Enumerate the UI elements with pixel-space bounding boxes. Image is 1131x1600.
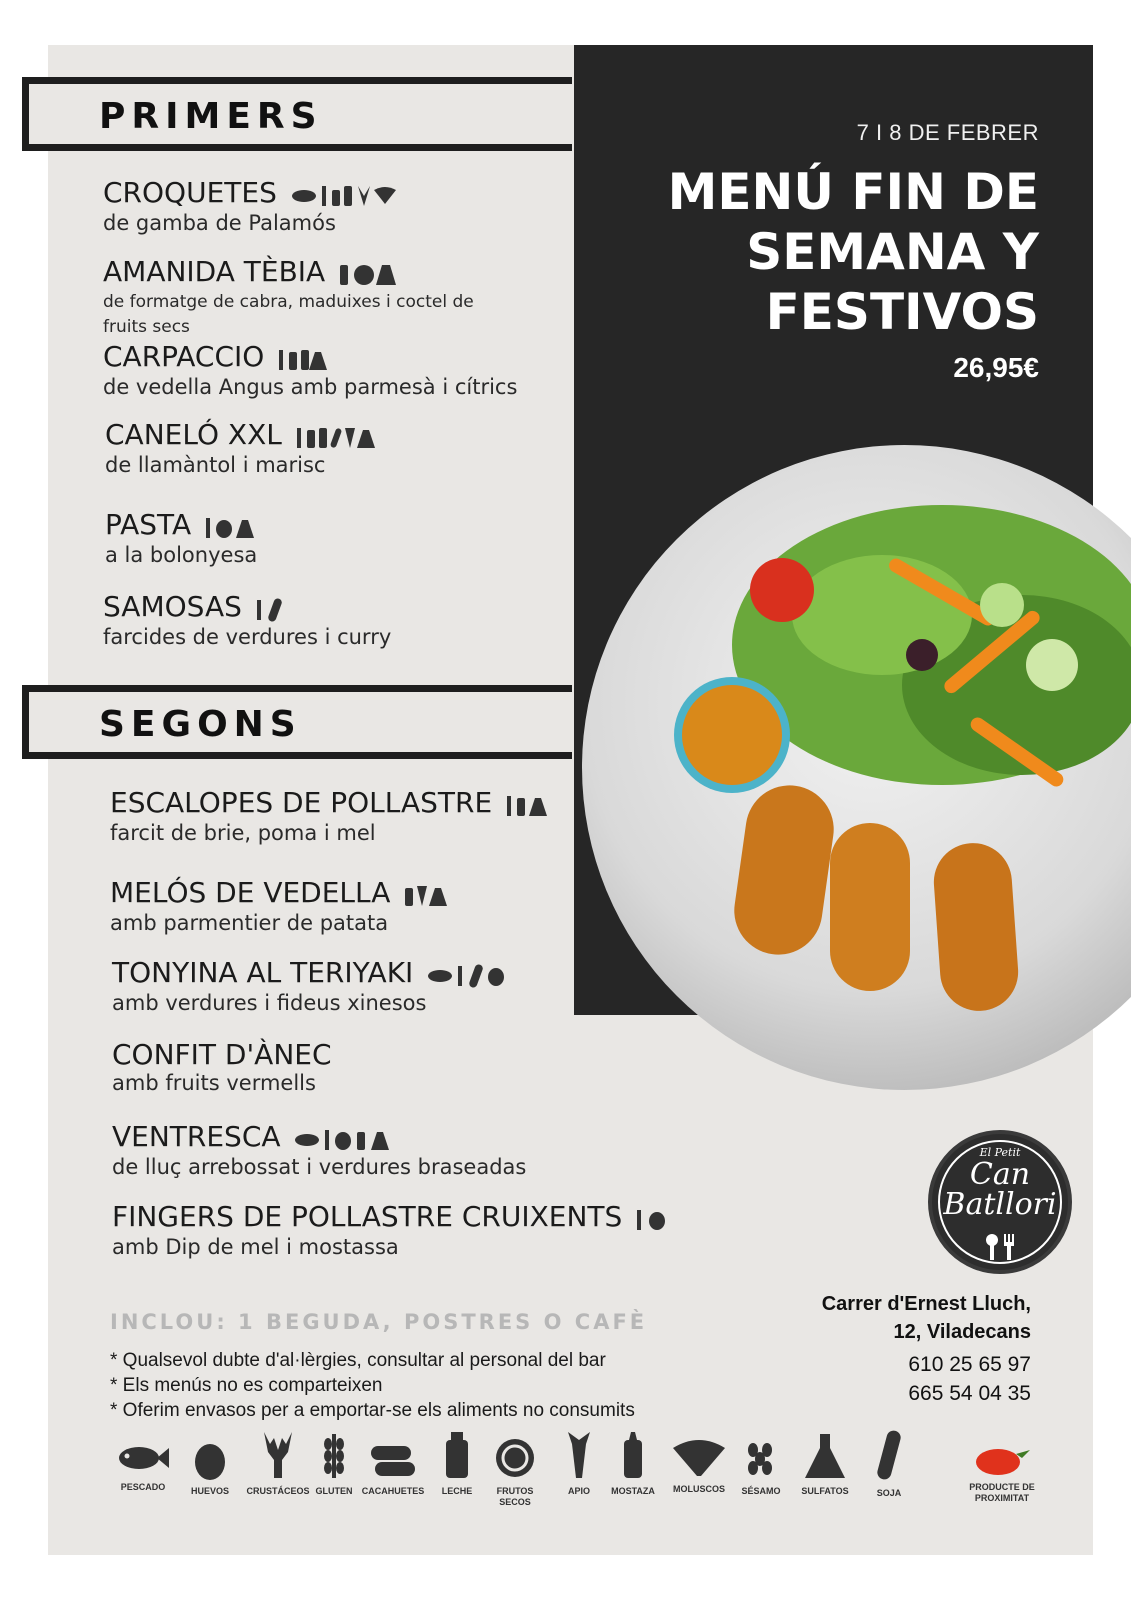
allergen-proximitat: PRODUCTE DE PROXIMITAT [952,1442,1052,1504]
allergen-apio: APIO [544,1430,614,1497]
menu-title: MENÚ FIN DE SEMANA Y FESTIVOS [667,163,1039,341]
celery-icon [564,1430,594,1480]
menu-item: ESCALOPES DE POLLASTRE farcit de brie, poma i mel [110,786,557,846]
allergen-frutos-secos: FRUTOS SECOS [480,1436,550,1508]
allergen-huevos: HUEVOS [175,1440,245,1497]
croquettes-salad-illustration [582,445,1131,1090]
allergen-icons [204,510,256,543]
allergen-icons [338,257,398,290]
segons-header: SEGONS [22,685,572,759]
sulfite-icon [803,1432,847,1480]
allergen-sesamo: SÉSAMO [726,1440,796,1497]
soy-icon [874,1428,904,1482]
notes-list: * Qualsevol dubte d'al·lèrgies, consultar al personal del bar * Els menús no es comparteixen * Oferim envasos per a emportar-se els aliments no consumits [110,1350,635,1421]
allergen-mostaza: MOSTAZA [598,1430,668,1497]
allergen-icons [635,1202,671,1235]
peanut-icon [367,1440,419,1480]
allergen-icons [505,788,557,821]
shell-icon [671,1438,727,1478]
allergen-cacahuetes: CACAHUETES [358,1440,428,1497]
menu-item: PASTA a la bolonyesa [105,508,258,567]
wheat-icon [319,1430,349,1480]
lobster-icon [258,1430,298,1480]
allergen-gluten: GLUTEN [299,1430,369,1497]
egg-icon [190,1440,230,1480]
allergen-icons [403,878,455,911]
menu-price: 26,95€ [953,352,1039,383]
menu-item: CONFIT D'ÀNEC amb fruits vermells [112,1038,332,1095]
menu-date: 7 I 8 DE FEBRER [856,120,1039,145]
allergen-soja: SOJA [854,1428,924,1499]
allergen-icons [293,1122,399,1155]
dish-photo [582,445,1131,1090]
allergen-icons [277,342,329,375]
allergen-icons [295,420,379,453]
allergen-pescado: PESCADO [108,1440,178,1493]
menu-item: AMANIDA TÈBIA de formatge de cabra, maduixes i coctel de fruits secs [103,255,474,337]
allergen-icons [255,592,287,625]
menu-item: CARPACCIO de vedella Angus amb parmesà i cítrics [103,340,518,399]
allergen-crustaceos: CRUSTÁCEOS [243,1430,313,1497]
fish-icon [115,1440,171,1476]
primers-header: PRIMERS [22,77,572,151]
spoon-fork-icon [980,1234,1020,1260]
menu-item: SAMOSAS farcides de verdures i curry [103,590,392,649]
allergen-moluscos: MOLUSCOS [664,1438,734,1495]
menu-item: FINGERS DE POLLASTRE CRUIXENTS amb Dip de mel i mostassa [112,1200,671,1260]
tomato-icon [972,1442,1032,1476]
sesame-icon [741,1440,781,1480]
includes-note: INCLOU: 1 BEGUDA, POSTRES O CAFÈ [110,1310,648,1334]
milk-icon [442,1430,472,1480]
menu-item: TONYINA AL TERIYAKI amb verdures i fideus xinesos [112,956,510,1016]
allergen-leche: LECHE [422,1430,492,1497]
allergen-sulfatos: SULFATOS [790,1432,860,1497]
restaurant-logo: El Petit Can Batllori [928,1130,1072,1274]
mustard-icon [618,1430,648,1480]
menu-item: MELÓS DE VEDELLA amb parmentier de patata [110,876,455,936]
nut-icon [493,1436,537,1480]
menu-item: VENTRESCA de lluç arrebossat i verdures braseadas [112,1120,527,1179]
address: Carrer d'Ernest Lluch, 12, Viladecans [821,1293,1031,1343]
allergen-icons [290,178,398,211]
phone-numbers: 610 25 65 97 665 54 04 35 [908,1353,1031,1405]
menu-item: CANELÓ XXL de llamàntol i marisc [105,418,379,478]
menu-item: CROQUETES de gamba de Palamós [103,176,398,236]
allergen-icons [426,958,510,991]
